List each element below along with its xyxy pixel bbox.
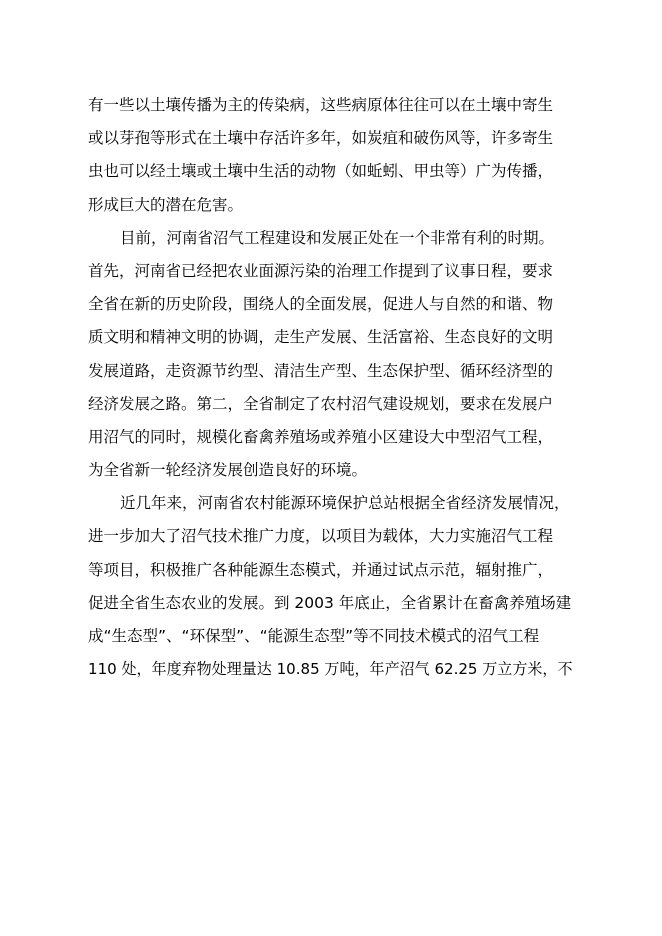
- paragraph-start-line: 近几年来，河南省农村能源环境保护总站根据全省经济发展情况，: [120, 494, 570, 513]
- text-line: 用沼气的同时，规模化畜禽养殖场或养殖小区建设大中型沼气工程，: [88, 427, 554, 446]
- text-line: 等项目，积极推广各种能源生态模式，并通过试点示范，辐射推广，: [88, 560, 554, 579]
- text-line: 经济发展之路。第二，全省制定了农村沼气建设规划，要求在发展户: [88, 394, 554, 413]
- text-line: 形成巨大的潜在危害。: [88, 195, 244, 214]
- text-line: 或以芽孢等形式在土壤中存活许多年，如炭疽和破伤风等，许多寄生: [88, 129, 554, 148]
- text-line: 进一步加大了沼气技术推广力度，以项目为载体，大力实施沼气工程: [88, 527, 554, 546]
- body-text: [88, 89, 573, 686]
- text-line: 首先，河南省已经把农业面源污染的治理工作提到了议事日程，要求: [88, 261, 554, 280]
- text-line: 发展道路，走资源节约型、清洁生产型、生态保护型、循环经济型的: [88, 361, 554, 380]
- text-line: 全省在新的历史阶段，围绕人的全面发展，促进人与自然的和谐、物: [88, 295, 554, 314]
- paragraph-start-line: 目前，河南省沼气工程建设和发展正处在一个非常有利的时期。: [120, 228, 555, 247]
- text-line: 110 处，年度弃物处理量达 10.85 万吨，年产沼气 62.25 万立方米，不: [88, 660, 573, 679]
- text-line: 成“生态型”、“环保型”、“能源生态型”等不同技术模式的沼气工程: [88, 627, 540, 645]
- text-line: 有一些以土壤传播为主的传染病，这些病原体往往可以在土壤中寄生: [88, 96, 554, 114]
- text-line: 促进全省生态农业的发展。到 2003 年底止，全省累计在畜禽养殖场建: [88, 593, 572, 612]
- text-line: 质文明和精神文明的协调，走生产发展、生活富裕、生态良好的文明: [88, 328, 554, 347]
- text-line: 虫也可以经土壤或土壤中生活的动物（如蚯蚓、甲虫等）广为传播，: [88, 162, 554, 181]
- text-line: 为全省新一轮经济发展创造良好的环境。: [88, 461, 368, 480]
